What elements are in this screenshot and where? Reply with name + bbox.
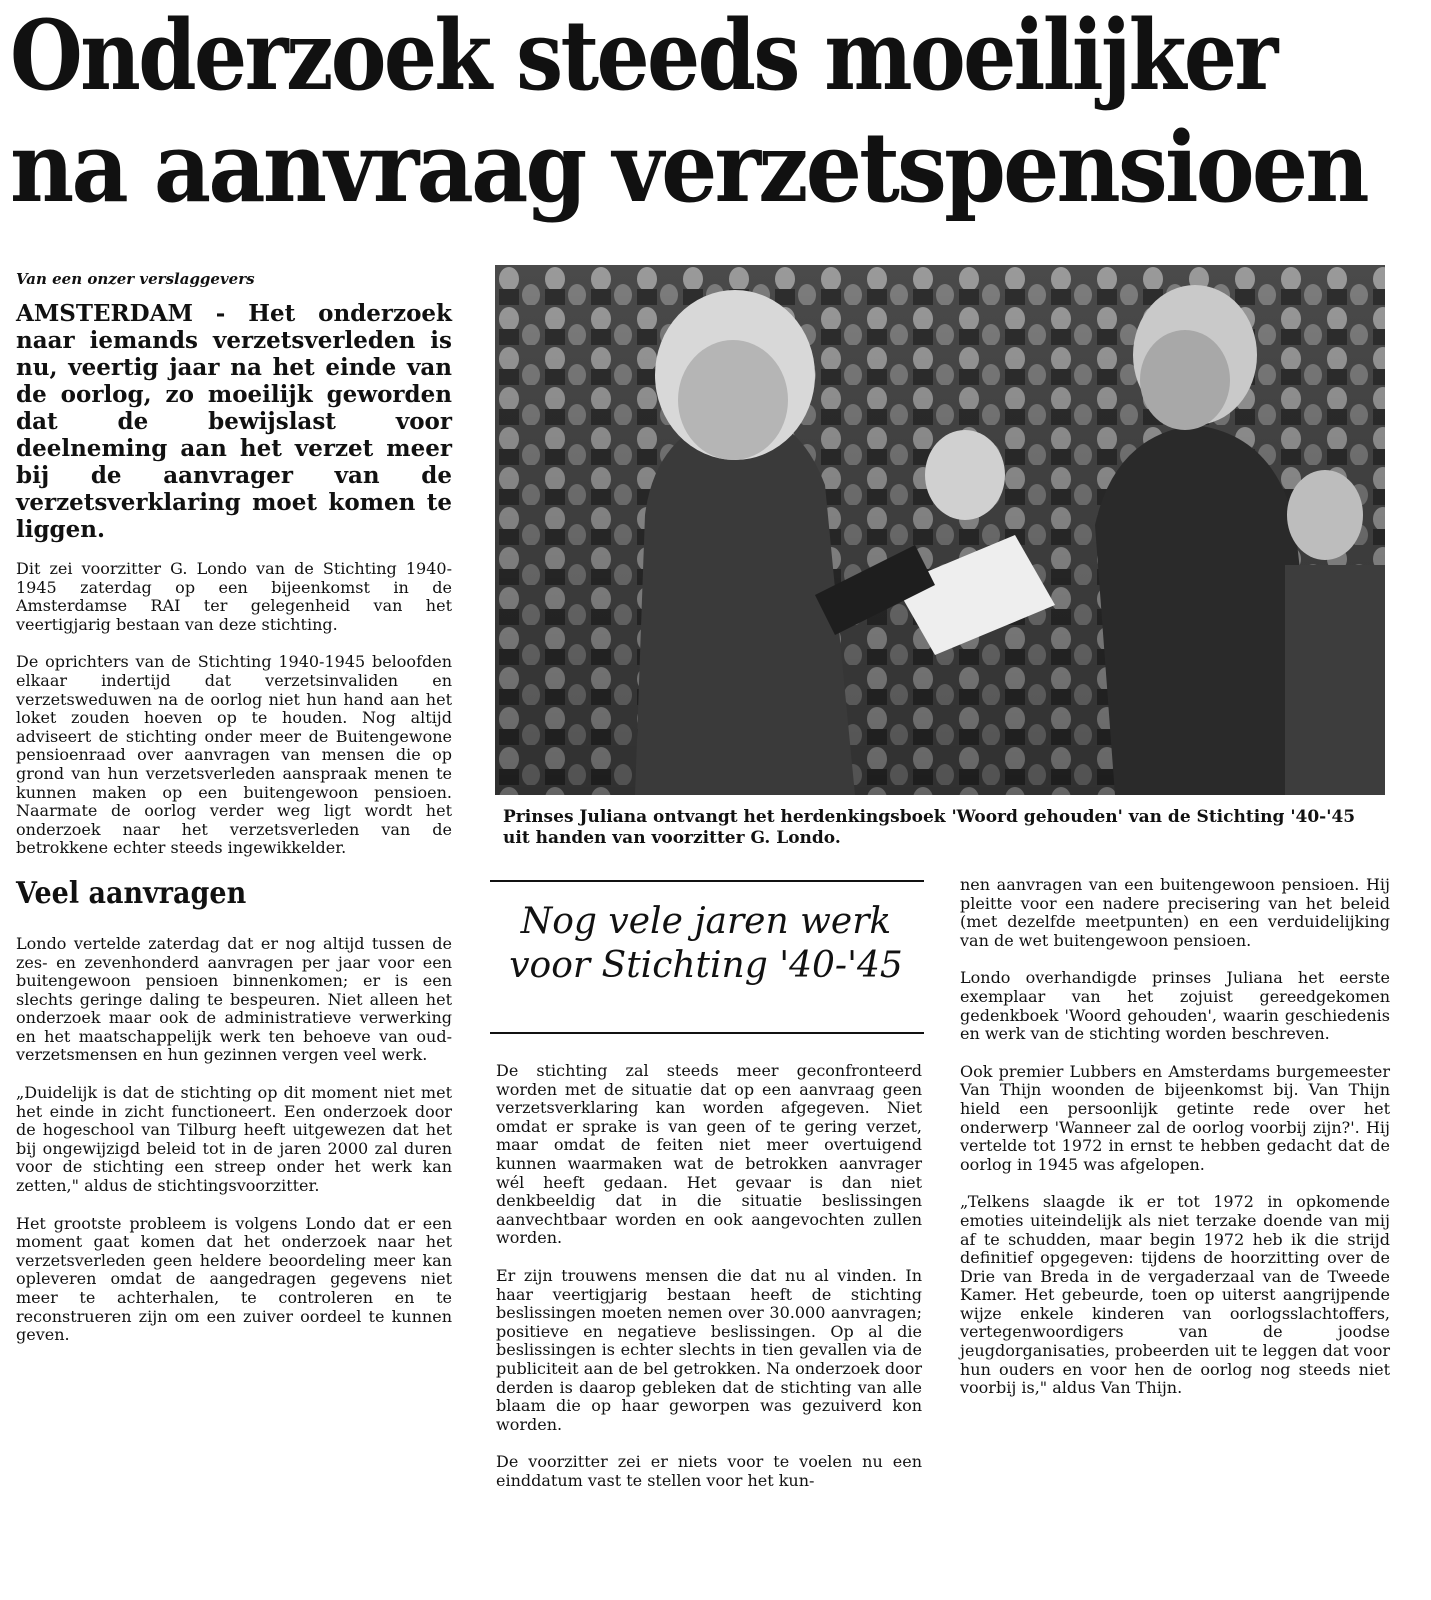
lead-paragraph: AMSTERDAM - Het onderzoek naar iemands verzetsverleden is nu, veertig jaar na het einde van de oorlog, zo moeilijk geworden dat de bewijslast voor deelneming aan het verzet meer bij de aanvrager van de verzetsverklaring moet komen te liggen. — [16, 300, 452, 543]
headline-line-2: na aanvraag verzetspensioen — [10, 111, 1367, 224]
paragraph: Dit zei voorzitter G. Londo van de Stichting 1940-1945 zaterdag op een bijeenkomst in de Amsterdamse RAI ter gelegenheid van het veertigjarig bestaan van deze stichting. — [16, 559, 452, 634]
paragraph: Londo vertelde zaterdag dat er nog altijd tussen de zes- en zevenhonderd aanvragen per jaar voor een buitengewoon pensioen binnenkomen; er is een slechts geringe daling te bespeuren. Niet alleen het onderzoek maar ook de administratieve verwerking en het maatschappelijk werk ten behoeve van oud-verzetsmensen en hun gezinnen vergen veel werk. — [16, 933, 452, 1065]
column-2 — [496, 1062, 922, 1509]
paragraph: „Duidelijk is dat de stichting op dit moment niet met het einde in zicht functioneert. Een onderzoek door de hogeschool van Tilburg heeft uitgewezen dat het bij ongewijzigd beleid tot in de jaren 2000 zal duren voor de stichting een streep onder het werk kan zetten," aldus de stichtingsvoorzitter. — [16, 1083, 452, 1196]
headline — [10, 0, 1410, 224]
paragraph: Er zijn trouwens mensen die dat nu al vinden. In haar veertigjarig bestaan heeft de stichting beslissingen moeten nemen over 30.000 aanvragen; positieve en negatieve beslissingen. Op al die beslissingen is echter slechts in tien gevallen via de publiciteit aan de bel getrokken. Na onderzoek door derden is daarop gebleken dat de stichting van alle blaam die op haar geworpen was gezuiverd kon worden. — [496, 1265, 922, 1434]
photo-caption: Prinses Juliana ontvangt het herdenkingsboek 'Woord gehouden' van de Stichting '40-'45 uit handen van voorzitter G. Londo. — [503, 807, 1356, 848]
paragraph: De stichting zal steeds meer geconfronteerd worden met de situatie dat op een aanvraag geen verzetsverklaring kan worden afgegeven. Niet omdat er sprake is van geen of te gering verzet, maar omdat de feiten niet meer overtuigend kunnen waarmaken wat de betrokken aanvrager wél heeft gedaan. Het gevaar is dan niet denkbeeldig dat in die situatie beslissingen aanvechtbaar worden en ook aangevochten zullen worden. — [496, 1061, 922, 1248]
news-photo — [495, 265, 1385, 795]
paragraph: „Telkens slaagde ik er tot 1972 in opkomende emoties uiteindelijk als niet terzake doende van mij af te schudden, maar begin 1972 heb ik die strijd definitief opgegeven: tijdens de hoorzitting over de Drie van Breda in de vergaderzaal van de Tweede Kamer. Het gebeurde, toen op uiterst aangrijpende wijze enkele kinderen van oorlogsslachtoffers, vertegenwoordigers van de joodse jeugdorganisaties, probeerden uit te leggen dat voor hun ouders en voor hen de oorlog nog steeds niet voorbij is," aldus Van Thijn. — [960, 1192, 1390, 1398]
column-1 — [16, 560, 452, 1364]
paragraph: De oprichters van de Stichting 1940-1945 beloofden elkaar indertijd dat verzetsinvaliden en verzetsweduwen na de oorlog niet hun hand aan het loket zouden hoeven op te houden. Nog altijd adviseert de stichting onder meer de Buitengewone pensioenraad over aanvragen van mensen die op grond van hun verzetsverleden aanspraak menen te kunnen maken op een buitengewoon pensioen. Naarmate de oorlog verder weg ligt wordt het onderzoek naar het verzetsverleden van de betrokkene echter steeds ingewikkelder. — [16, 652, 452, 858]
headline-line-1: Onderzoek steeds moeilijker — [10, 0, 1276, 112]
photo-illustration — [495, 265, 1385, 795]
paragraph: nen aanvragen van een buitengewoon pensioen. Hij pleitte voor een nadere precisering van het beleid (met dezelfde meetpunten) en een verduidelijking van de wet buitengewoon pensioen. — [960, 875, 1390, 950]
byline: Van een onzer verslaggevers — [16, 270, 255, 288]
box-heading: Nog vele jaren werk voor Stichting '40-'45 — [509, 901, 903, 986]
column-3 — [960, 876, 1390, 1417]
paragraph: Londo overhandigde prinses Juliana het eerste exemplaar van het zojuist gereedgekomen gedenkboek 'Woord gehouden', waarin geschiedenis en werk van de stichting worden beschreven. — [960, 968, 1390, 1044]
paragraph: Ook premier Lubbers en Amsterdams burgemeester Van Thijn woonden de bijeenkomst bij. Van Thijn hield een persoonlijk getinte rede over het onderwerp 'Wanneer zal de oorlog voorbij zijn?'. Hij vertelde tot 1972 in ernst te hebben gedacht dat de oorlog in 1945 was afgelopen. — [960, 1061, 1390, 1174]
paragraph: Het grootste probleem is volgens Londo dat er een moment gaat komen dat het onderzoek naar het verzetsverleden geen heldere beoordeling meer kan opleveren omdat de aangedragen gegevens niet meer te achterhalen, te controleren en te reconstrueren zijn om een zuiver oordeel te kunnen geven. — [16, 1213, 452, 1345]
box-rule-top — [490, 880, 924, 882]
box-rule-bottom — [490, 1032, 924, 1034]
subheading: Veel aanvragen — [16, 875, 247, 911]
paragraph: De voorzitter zei er niets voor te voelen nu een einddatum vast te stellen voor het kun- — [496, 1452, 922, 1490]
